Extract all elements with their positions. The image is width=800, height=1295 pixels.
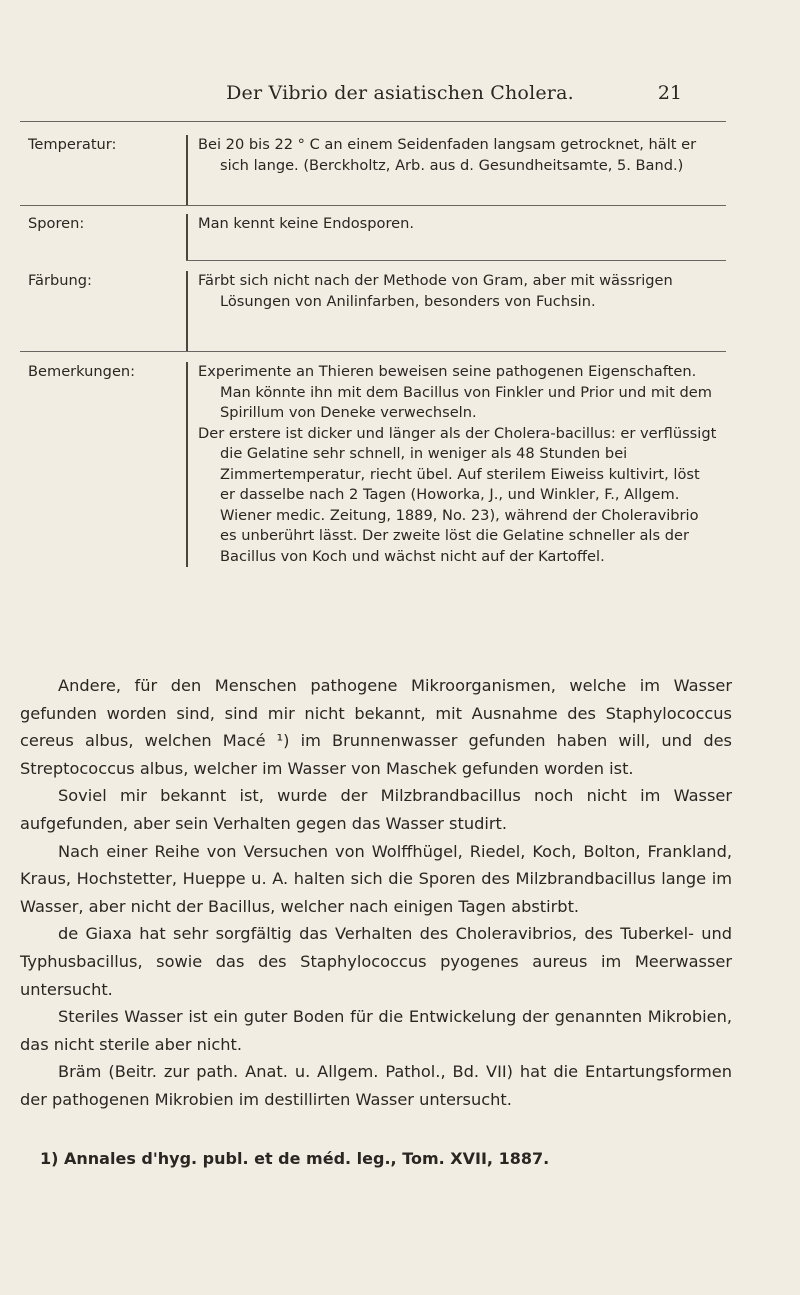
row-content xyxy=(186,362,726,567)
table-row-faerbung xyxy=(20,261,726,351)
body-paragraph: Nach einer Reihe von Versuchen von Wolffhügel, Riedel, Koch, Bolton, Frankland, Kraus, Hochstetter, Hueppe u. A. halten sich die Sporen des Milzbrandbacillus lange im Wasser, aber nicht der Bacillus, welcher nach einigen Tagen abstirbt. xyxy=(20,841,732,916)
table-row-temperatur xyxy=(20,135,726,205)
row-paragraph: Der erstere ist dicker und länger als der Cholera-bacillus: er verflüssigt die Gelatine sehr schnell, in weniger als 48 Stunden bei Zimmertemperatur, riecht übel. Auf sterilem Eiweiss kultivirt, löst er dasselbe nach 2 Tagen (Howorka, J., und Winkler, F., Allgem. Wiener medic. Zeitung, 1889, No. 23), während der Choleravibrio es unberührt lässt. Der zweite löst die Gelatine schneller als der Bacillus von Koch und wächst nicht auf der Kartoffel. xyxy=(198,424,717,565)
row-content xyxy=(186,135,726,205)
row-paragraph: Bei 20 bis 22 ° C an einem Seidenfaden langsam getrocknet, hält er sich lange. (Berckholtz, Arb. aus d. Gesundheitsamte, 5. Band.) xyxy=(198,136,697,174)
header-rule xyxy=(20,121,726,122)
row-paragraph: Man kennt keine Endosporen. xyxy=(198,215,415,232)
body-text xyxy=(20,672,732,1114)
row-label: Bemerkungen: xyxy=(28,363,136,380)
row-label: Färbung: xyxy=(28,272,92,289)
row-label: Temperatur: xyxy=(28,136,117,153)
page-number: 21 xyxy=(657,82,682,104)
table-row-sporen xyxy=(20,206,726,260)
body-paragraph: de Giaxa hat sehr sorgfältig das Verhalten des Choleravibrios, des Tuberkel- und Typhusbacillus, sowie das des Staphylococcus pyogenes aureus im Meerwasser untersucht. xyxy=(20,924,732,999)
row-paragraph: Experimente an Thieren beweisen seine pathogenen Eigenschaften. Man könnte ihn mit dem Bacillus von Finkler und Prior und mit dem Spirillum von Deneke verwechseln. xyxy=(198,363,712,421)
row-content xyxy=(186,271,726,351)
page-header xyxy=(0,82,800,112)
body-paragraph: Soviel mir bekannt ist, wurde der Milzbrandbacillus noch nicht im Wasser aufgefunden, aber sein Verhalten gegen das Wasser studirt. xyxy=(20,786,732,833)
properties-table xyxy=(20,135,726,567)
body-paragraph: Bräm (Beitr. zur path. Anat. u. Allgem. Pathol., Bd. VII) hat die Entartungsformen der pathogenen Mikrobien im destillirten Wasser untersucht. xyxy=(20,1062,732,1109)
table-row-bemerkungen xyxy=(20,352,726,567)
footnote: 1) Annales d'hyg. publ. et de méd. leg., Tom. XVII, 1887. xyxy=(40,1149,550,1168)
row-paragraph: Färbt sich nicht nach der Methode von Gram, aber mit wässrigen Lösungen von Anilinfarben, besonders von Fuchsin. xyxy=(198,272,673,310)
body-paragraph: Steriles Wasser ist ein guter Boden für die Entwickelung der genannten Mikrobien, das nicht sterile aber nicht. xyxy=(20,1007,732,1054)
row-content xyxy=(186,214,726,260)
running-title: Der Vibrio der asiatischen Cholera. xyxy=(226,82,574,104)
body-paragraph: Andere, für den Menschen pathogene Mikroorganismen, welche im Wasser gefunden worden sind, sind mir nicht bekannt, mit Ausnahme des Staphylococcus cereus albus, welchen Macé ¹) im Brunnenwasser gefunden haben will, und des Streptococcus albus, welcher im Wasser von Maschek gefunden worden ist. xyxy=(20,676,732,778)
row-label: Sporen: xyxy=(28,215,85,232)
